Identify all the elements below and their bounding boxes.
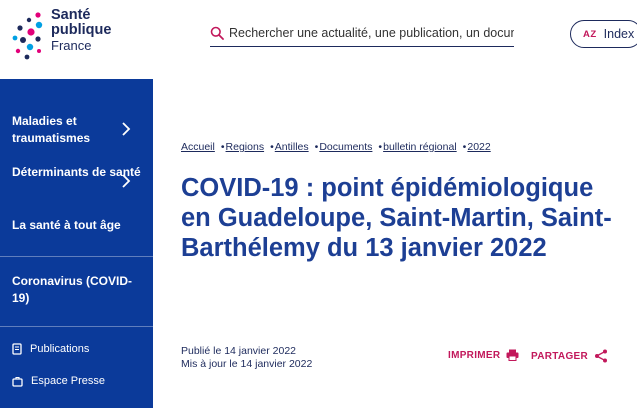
sidebar-item-label: Déterminants de santé xyxy=(12,165,141,179)
site-header xyxy=(0,0,637,79)
breadcrumb-item-year[interactable]: 2022 xyxy=(467,141,491,153)
sidebar-item-espace-presse[interactable] xyxy=(12,375,105,387)
search-input[interactable] xyxy=(229,22,514,44)
sidebar-divider xyxy=(0,256,153,257)
share-label: PARTAGER xyxy=(531,350,589,362)
breadcrumb-item-bulletin[interactable]: bulletin régional xyxy=(383,141,457,153)
sidebar-item-sante-tout-age[interactable] xyxy=(12,217,142,234)
sidebar-item-label: Publications xyxy=(30,343,90,355)
sidebar-item-coronavirus[interactable] xyxy=(12,273,142,307)
publication-dates xyxy=(181,345,312,371)
print-button[interactable] xyxy=(448,349,519,361)
share-icon xyxy=(594,349,608,363)
site-logo[interactable] xyxy=(12,5,122,63)
sidebar-nav xyxy=(0,79,153,408)
page-title: COVID-19 : point épidémiologique en Guadeloupe, Saint-Martin, Saint-Barthélemy du 13 janvier 2022 xyxy=(181,174,612,262)
az-icon: AZ xyxy=(583,28,597,40)
updated-date: Mis à jour le 14 janvier 2022 xyxy=(181,358,313,370)
search-icon[interactable] xyxy=(210,26,224,40)
search-bar xyxy=(210,22,514,47)
published-date: Publié le 14 janvier 2022 xyxy=(181,345,296,357)
briefcase-icon xyxy=(12,376,23,387)
chevron-right-icon[interactable] xyxy=(121,122,131,136)
logo-text xyxy=(51,8,111,53)
breadcrumb: Accueil • Regions • Antilles • Documents • bulletin régional • 2022 xyxy=(181,141,491,153)
sidebar-item-label: Coronavirus (COVID-19) xyxy=(12,274,133,305)
print-label: IMPRIMER xyxy=(448,349,501,361)
sidebar-item-label: Maladies et traumatismes xyxy=(12,114,91,145)
logo-line-2: publique xyxy=(51,22,112,38)
logo-dots-icon xyxy=(12,11,46,61)
index-label: Index xyxy=(603,27,635,41)
breadcrumb-item-accueil[interactable]: Accueil xyxy=(181,141,215,153)
breadcrumb-item-regions[interactable]: Regions xyxy=(225,141,265,153)
document-icon xyxy=(12,343,22,355)
share-button[interactable] xyxy=(531,349,608,363)
sidebar-item-label: La santé à tout âge xyxy=(12,218,121,232)
printer-icon xyxy=(506,349,519,361)
breadcrumb-item-documents[interactable]: Documents xyxy=(319,141,373,153)
chevron-right-icon[interactable] xyxy=(121,174,131,188)
sidebar-item-publications[interactable] xyxy=(12,343,89,355)
breadcrumb-item-antilles[interactable]: Antilles xyxy=(274,141,309,153)
logo-line-1: Santé xyxy=(51,7,91,23)
logo-line-3: France xyxy=(51,38,92,53)
sidebar-item-label: Espace Presse xyxy=(31,375,105,387)
index-button[interactable] xyxy=(570,20,637,48)
sidebar-divider xyxy=(0,326,153,327)
